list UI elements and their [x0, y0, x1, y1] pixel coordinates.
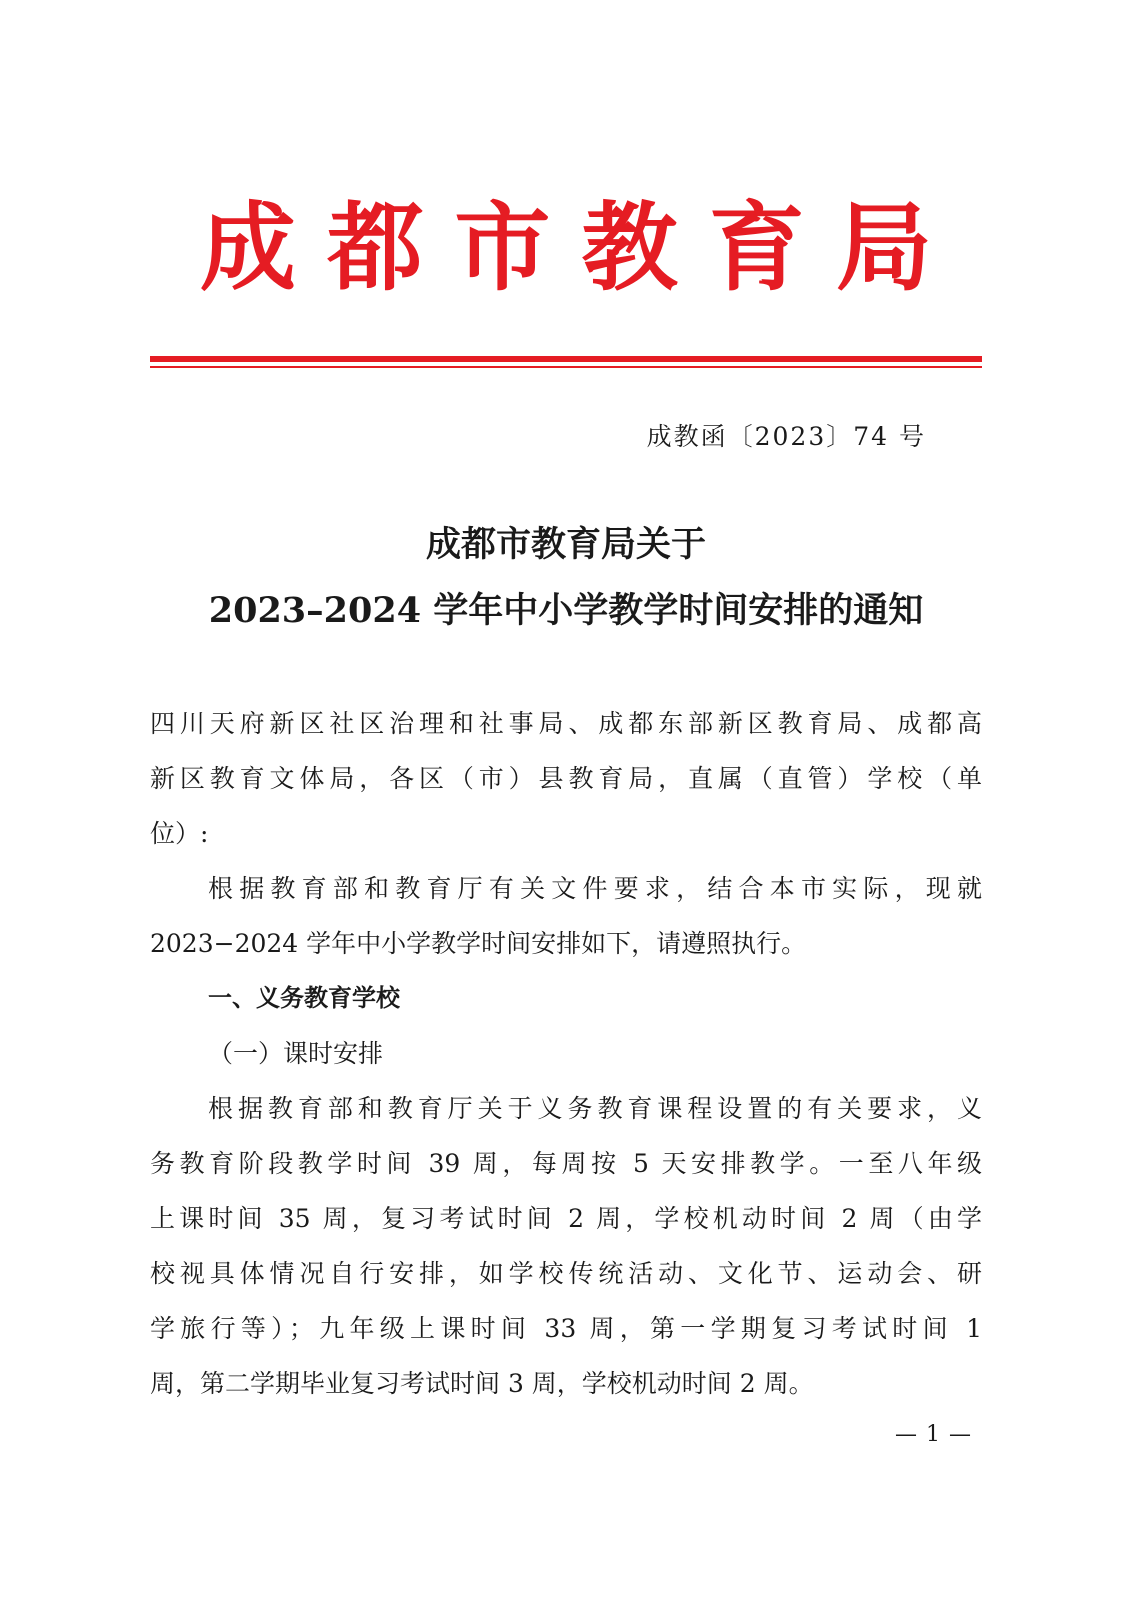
title-char: 成 [200, 191, 296, 304]
title-char: 都 [327, 191, 424, 304]
body-paragraph-line: 上课时间 35 周，复习考试时间 2 周，学校机动时间 2 周（由学 [150, 1204, 982, 1233]
body-paragraph-line: 根据教育部和教育厅关于义务教育课程设置的有关要求，义 [208, 1094, 982, 1123]
document-title-line-1: 成都市教育局关于 [425, 524, 706, 565]
document-title-line-2: 2023–2024 学年中小学教学时间安排的通知 [208, 590, 924, 631]
body-paragraph-line: 务教育阶段教学时间 39 周，每周按 5 天安排教学。一至八年级 [150, 1149, 982, 1178]
addressee-line: 新区教育文体局，各区（市）县教育局，直属（直管）学校（单 [150, 764, 982, 793]
body-paragraph-line: 周，第二学期毕业复习考试时间 3 周，学校机动时间 2 周。 [150, 1369, 814, 1398]
addressee-line: 位）: [150, 819, 209, 848]
document-body [150, 696, 982, 1411]
red-divider-thick [150, 356, 982, 362]
page-number: — 1 — [895, 1422, 972, 1447]
title-char: 局 [835, 191, 932, 304]
body-paragraph-line: 校视具体情况自行安排，如学校传统活动、文化节、运动会、研 [150, 1259, 982, 1288]
red-divider-thin [150, 366, 982, 368]
document-number: 成教函〔2023〕74 号 [646, 422, 926, 451]
body-paragraph-line: 2023−2024 学年中小学教学时间安排如下，请遵照执行。 [150, 929, 807, 958]
body-paragraph-line: 根据教育部和教育厅有关文件要求，结合本市实际，现就 [208, 874, 982, 903]
title-char: 教 [581, 191, 678, 304]
title-char: 育 [708, 191, 805, 304]
subsection-heading: （一）课时安排 [208, 1039, 384, 1068]
section-heading: 一、义务教育学校 [208, 984, 400, 1012]
body-paragraph-line: 学旅行等）；九年级上课时间 33 周，第一学期复习考试时间 1 [150, 1314, 982, 1343]
title-char: 市 [454, 191, 551, 304]
document-title [150, 512, 982, 644]
addressee-line: 四川天府新区社区治理和社事局、成都东部新区教育局、成都高 [150, 709, 982, 738]
issuing-authority-title [150, 188, 982, 308]
